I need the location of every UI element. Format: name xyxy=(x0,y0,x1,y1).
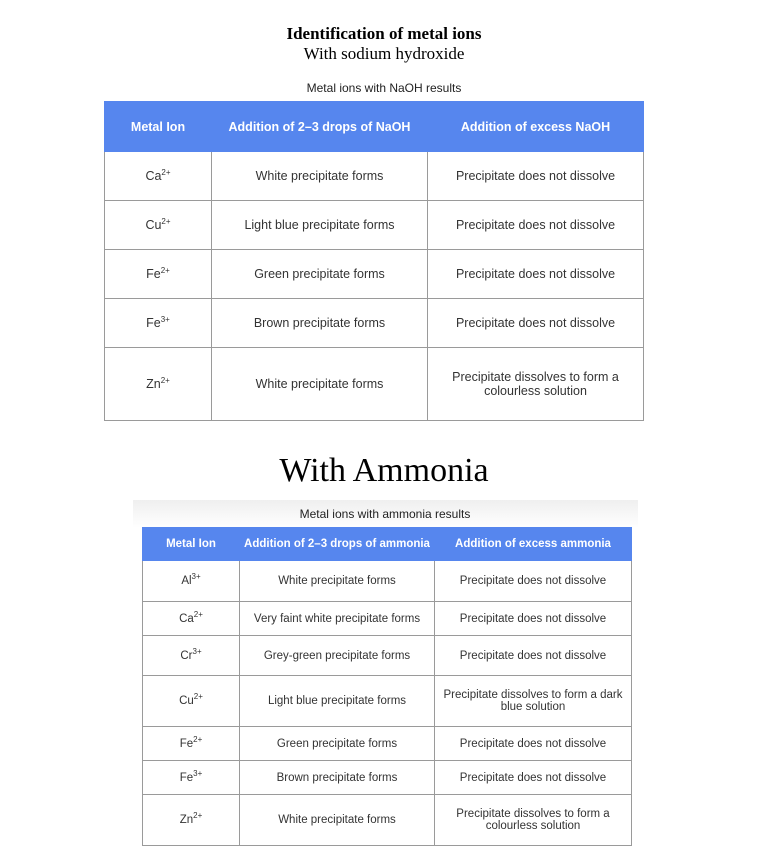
table-row xyxy=(143,561,632,602)
metal-ion-cell: $Ca^{2+}$ xyxy=(143,602,240,636)
table-row xyxy=(143,727,632,761)
excess-result-cell: Precipitate does not dissolve xyxy=(428,299,644,348)
metal-ion-cell: $Fe^{2+}$ xyxy=(105,250,212,299)
excess-result-cell: Precipitate does not dissolve xyxy=(428,250,644,299)
drops-result-cell: Brown precipitate forms xyxy=(212,299,428,348)
drops-result-cell: Green precipitate forms xyxy=(240,727,435,761)
metal-ion-cell: $Cu^{2+}$ xyxy=(143,676,240,727)
ammonia-header-metal-ion: Metal Ion xyxy=(143,528,240,561)
drops-result-cell: Green precipitate forms xyxy=(212,250,428,299)
excess-result-cell: Precipitate does not dissolve xyxy=(428,152,644,201)
metal-ion-cell: $Ca^{2+}$ xyxy=(105,152,212,201)
metal-ion-cell: $Zn^{2+}$ xyxy=(105,348,212,421)
drops-result-cell: White precipitate forms xyxy=(212,152,428,201)
table-row xyxy=(105,348,644,421)
table-row xyxy=(143,602,632,636)
table-row xyxy=(143,795,632,846)
drops-result-cell: Very faint white precipitate forms xyxy=(240,602,435,636)
excess-result-cell: Precipitate dissolves to form a colourless solution xyxy=(428,348,644,421)
naoh-results-table xyxy=(104,101,644,421)
excess-result-cell: Precipitate does not dissolve xyxy=(435,761,632,795)
drops-result-cell: White precipitate forms xyxy=(240,795,435,846)
metal-ion-cell: $Zn^{2+}$ xyxy=(143,795,240,846)
naoh-table-caption: Metal ions with NaOH results xyxy=(306,81,462,95)
metal-ion-cell: $Cu^{2+}$ xyxy=(105,201,212,250)
metal-ion-cell: $Cr^{3+}$ xyxy=(143,636,240,676)
ammonia-header-excess: Addition of excess ammonia xyxy=(435,528,632,561)
naoh-header-metal-ion: Metal Ion xyxy=(105,102,212,152)
ammonia-table-caption: Metal ions with ammonia results xyxy=(299,507,471,521)
excess-result-cell: Precipitate does not dissolve xyxy=(435,636,632,676)
excess-result-cell: Precipitate dissolves to form a dark blue solution xyxy=(435,676,632,727)
excess-result-cell: Precipitate does not dissolve xyxy=(435,727,632,761)
table-row xyxy=(105,152,644,201)
drops-result-cell: Light blue precipitate forms xyxy=(240,676,435,727)
drops-result-cell: Brown precipitate forms xyxy=(240,761,435,795)
table-row xyxy=(105,201,644,250)
drops-result-cell: Light blue precipitate forms xyxy=(212,201,428,250)
metal-ion-cell: $Fe^{3+}$ xyxy=(105,299,212,348)
excess-result-cell: Precipitate does not dissolve xyxy=(428,201,644,250)
naoh-header-drops: Addition of 2–3 drops of NaOH xyxy=(212,102,428,152)
naoh-table-header-row xyxy=(105,102,644,152)
ammonia-table-header-row xyxy=(143,528,632,561)
page-title: Identification of metal ions xyxy=(286,24,482,43)
ammonia-header-drops: Addition of 2–3 drops of ammonia xyxy=(240,528,435,561)
excess-result-cell: Precipitate does not dissolve xyxy=(435,561,632,602)
page-subtitle: With sodium hydroxide xyxy=(303,44,465,63)
drops-result-cell: White precipitate forms xyxy=(212,348,428,421)
excess-result-cell: Precipitate does not dissolve xyxy=(435,602,632,636)
table-row xyxy=(105,250,644,299)
excess-result-cell: Precipitate dissolves to form a colourless solution xyxy=(435,795,632,846)
table-row xyxy=(143,676,632,727)
table-row xyxy=(143,761,632,795)
metal-ion-cell: $Fe^{2+}$ xyxy=(143,727,240,761)
drops-result-cell: Grey-green precipitate forms xyxy=(240,636,435,676)
ammonia-results-table xyxy=(142,527,632,846)
metal-ion-cell: $Fe^{3+}$ xyxy=(143,761,240,795)
table-row xyxy=(105,299,644,348)
ammonia-section-heading: With Ammonia xyxy=(279,452,489,489)
naoh-header-excess: Addition of excess NaOH xyxy=(428,102,644,152)
metal-ion-cell: $Al^{3+}$ xyxy=(143,561,240,602)
table-row xyxy=(143,636,632,676)
drops-result-cell: White precipitate forms xyxy=(240,561,435,602)
